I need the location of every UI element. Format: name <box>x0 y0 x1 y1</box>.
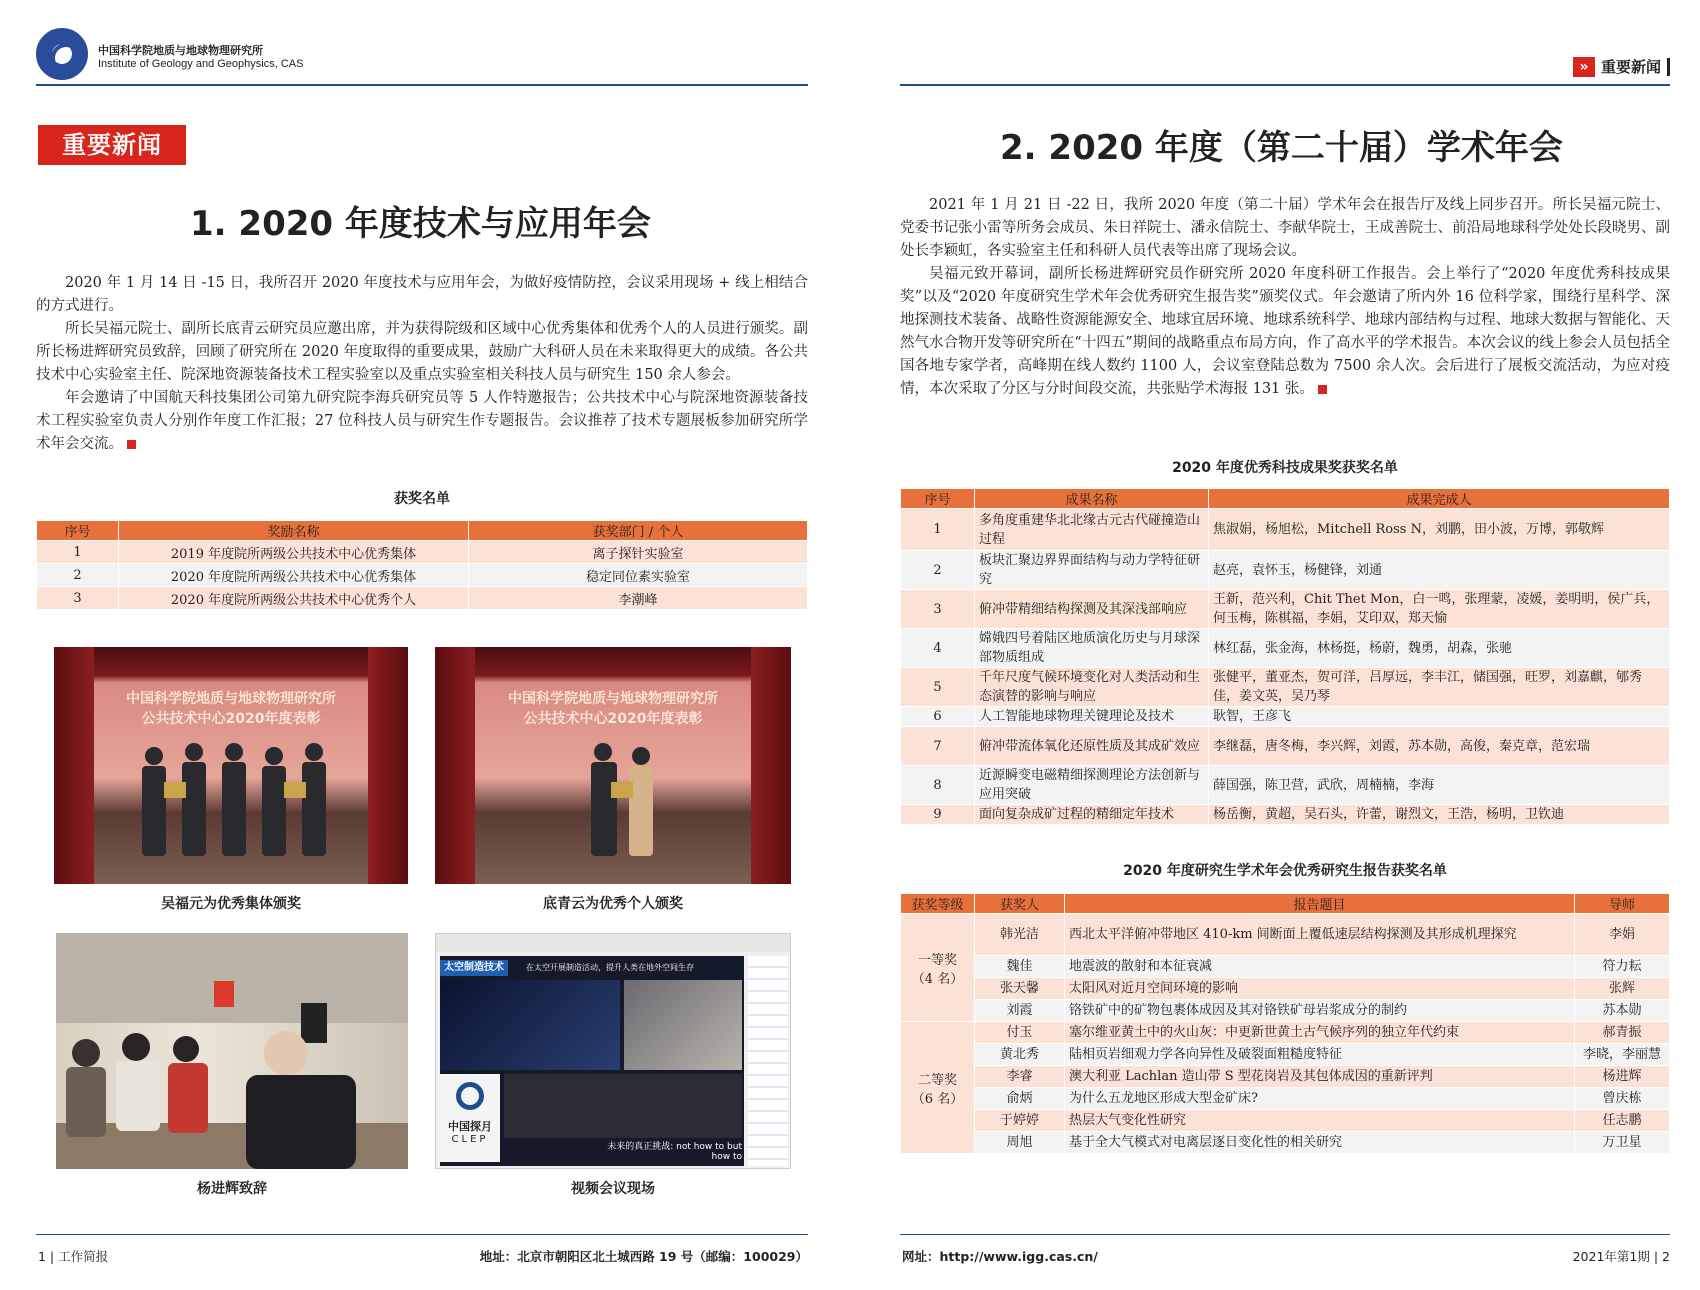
banner-text: 中国科学院地质与地球物理研究所 公共技术中心2020年度表彰 <box>508 691 718 727</box>
award-level: 一等奖 <box>917 952 957 968</box>
people-figures <box>585 742 665 862</box>
lunar-image <box>624 980 742 1070</box>
table-row <box>901 805 1670 825</box>
screen-title: 太空制造技术 <box>440 960 508 976</box>
clep-logo-en: CLEP <box>451 1134 489 1145</box>
institute-name-en: Institute of Geology and Geophysics, CAS <box>98 58 304 70</box>
stage-curtain <box>435 647 475 884</box>
footer-divider <box>900 1234 1670 1235</box>
table-cell: 嫦娥四号着陆区地质演化历史与月球深部物质组成 <box>975 629 1209 668</box>
table-cell: 塞尔维亚黄土中的火山灰：中更新世黄土古气候序列的独立年代约束 <box>1065 1022 1575 1044</box>
table-cell: 耿智，王彦飞 <box>1209 707 1670 727</box>
slide-thumbnails <box>504 1074 742 1138</box>
table-row <box>901 509 1670 551</box>
table-cell: 曾庆栋 <box>1575 1088 1670 1110</box>
table-cell: 热层大气变化性研究 <box>1065 1110 1575 1132</box>
footer-left: 1 | 工作简报 <box>38 1249 109 1264</box>
table-cell: 苏本勋 <box>1575 1000 1670 1022</box>
table-cell: 7 <box>901 727 975 766</box>
clep-logo-cn: 中国探月 <box>448 1120 492 1133</box>
stage-curtain <box>368 647 408 884</box>
table-cell: 万卫星 <box>1575 1132 1670 1154</box>
table-row <box>37 541 808 564</box>
publication-name: 工作简报 <box>58 1249 109 1264</box>
table-cell: 1 <box>901 509 975 551</box>
left-article-title: 1. 2020 年度技术与应用年会 <box>190 204 651 244</box>
column-header: 成果完成人 <box>1209 489 1670 509</box>
stage-curtain <box>54 647 94 884</box>
end-mark <box>1318 385 1327 394</box>
institute-name-cn: 中国科学院地质与地球物理研究所 <box>98 44 263 57</box>
table-cell: 李潮峰 <box>469 587 808 610</box>
table-cell: 多角度重建华北北缘古元古代碰撞造山过程 <box>975 509 1209 551</box>
clep-logo-panel <box>440 1074 500 1162</box>
award-table <box>36 520 808 610</box>
column-header: 获奖部门 / 个人 <box>469 521 808 541</box>
column-header: 导师 <box>1575 894 1670 914</box>
people-figures <box>134 742 334 862</box>
table-cell: 人工智能地球物理关键理论及技术 <box>975 707 1209 727</box>
table-row <box>901 629 1670 668</box>
table-cell: 2020 年度院所两级公共技术中心优秀个人 <box>119 587 469 610</box>
table-row <box>901 1000 1670 1022</box>
table-cell: 陆相页岩细观力学各向异性及破裂面粗糙度特征 <box>1065 1044 1575 1066</box>
table-cell: 薛国强，陈卫营，武欣，周楠楠，李海 <box>1209 766 1670 805</box>
footer-right: 2021年第1期 | 2 <box>1572 1249 1670 1264</box>
table-cell: 杨进辉 <box>1575 1066 1670 1088</box>
grad-table-caption: 2020 年度研究生学术年会优秀研究生报告获奖名单 <box>1123 863 1447 879</box>
table-row <box>901 1110 1670 1132</box>
table-cell: 面向复杂成矿过程的精细定年技术 <box>975 805 1209 825</box>
table-cell: 6 <box>901 707 975 727</box>
sci-table-body <box>901 509 1670 825</box>
window-titlebar <box>436 934 791 952</box>
table-row <box>37 564 808 587</box>
table-cell: 西北太平洋俯冲带地区 410-km 间断面上覆低速层结构探测及其形成机理探究 <box>1065 914 1575 956</box>
left-article-body <box>36 272 808 456</box>
table-cell: 稳定同位素实验室 <box>469 564 808 587</box>
table-cell: 太阳风对近月空间环境的影响 <box>1065 978 1575 1000</box>
table-row <box>901 1088 1670 1110</box>
grad-table-body <box>901 914 1670 1154</box>
table-cell: 离子探针实验室 <box>469 541 808 564</box>
table-cell: 俯冲带精细结构探测及其深浅部响应 <box>975 590 1209 629</box>
table-cell: 周旭 <box>975 1132 1065 1154</box>
cas-logo <box>36 28 88 80</box>
wall-decoration <box>214 981 234 1007</box>
paragraph: 年会邀请了中国航天科技集团公司第九研究院李海兵研究员等 5 人作特邀报告；公共技术中心与院深地资源装备技术工程实验室负责人分别作年度工作汇报；27 位科技人员与研究生作专题报告。会议推荐了技术专题展板参加研究所学术年会交流。 <box>36 390 808 452</box>
header-divider <box>900 84 1670 86</box>
photo-caption: 视频会议现场 <box>571 1181 655 1197</box>
table-cell: 2 <box>37 564 119 587</box>
table-row <box>901 1066 1670 1088</box>
people-figures <box>56 1013 408 1169</box>
stage-curtain <box>751 647 791 884</box>
table-cell: 4 <box>901 629 975 668</box>
table-cell: 3 <box>901 590 975 629</box>
slide-bottom-text: 未来的真正挑战: not how to but how to <box>607 1142 742 1162</box>
table-row <box>901 1022 1670 1044</box>
table-cell: 魏佳 <box>975 956 1065 978</box>
table-cell: 于婷婷 <box>975 1110 1065 1132</box>
table-cell: 焦淑娟，杨旭松，Mitchell Ross N，刘鹏，田小波，万博，郭敬辉 <box>1209 509 1670 551</box>
table-cell: 5 <box>901 668 975 707</box>
table-row <box>901 590 1670 629</box>
column-header: 获奖人 <box>975 894 1065 914</box>
award-photo-individual <box>435 647 791 884</box>
table-row <box>901 551 1670 590</box>
table-cell: 9 <box>901 805 975 825</box>
table-cell: 8 <box>901 766 975 805</box>
table-cell: 杨岳衡，黄超，吴石头，许蕾，谢烈文，王浩，杨明，卫钦迪 <box>1209 805 1670 825</box>
table-cell: 俯冲带流体氧化还原性质及其成矿效应 <box>975 727 1209 766</box>
award-count: （4 名） <box>911 971 964 987</box>
table-row <box>901 727 1670 766</box>
footer-divider <box>36 1234 808 1235</box>
table-cell: 近源瞬变电磁精细探测理论方法创新与应用突破 <box>975 766 1209 805</box>
paragraph: 2021 年 1 月 21 日 -22 日，我所 2020 年度（第二十届）学术年会在报告厅及线上同步召开。所长吴福元院士、党委书记张小雷等所务会成员、朱日祥院士、潘永信院士、李献华院士，王成善院士、前沿局地球科学处处长段晓男、副处长李颖虹，各实验室主任和科研人员代表等出席了现场会议。 <box>900 197 1670 259</box>
clep-logo-icon <box>456 1082 484 1110</box>
table-cell: 韩光洁 <box>975 914 1065 956</box>
table-cell: 李娟 <box>1575 914 1670 956</box>
award-level-cell <box>901 1022 975 1154</box>
table-cell: 板块汇聚边界界面结构与动力学特征研究 <box>975 551 1209 590</box>
sci-table-caption: 2020 年度优秀科技成果奖获奖名单 <box>1172 460 1398 476</box>
double-chevron-icon: » <box>1573 57 1595 77</box>
shared-screen <box>440 956 744 1166</box>
participant-list <box>748 956 788 1166</box>
table-cell: 赵亮，袁怀玉，杨健锋，刘通 <box>1209 551 1670 590</box>
column-header: 奖励名称 <box>119 521 469 541</box>
table-cell: 王新，范兴利，Chit Thet Mon，白一鸣，张理蒙，凌媛，姜明明，侯广兵，何玉梅，陈棋福，李娟，艾印双，郑天愉 <box>1209 590 1670 629</box>
table-row <box>901 707 1670 727</box>
page-number: 1 <box>38 1249 46 1264</box>
table-cell: 林红磊，张金海，林杨挺，杨蔚，魏勇，胡森，张驰 <box>1209 629 1670 668</box>
end-mark <box>127 440 136 449</box>
table-cell: 李晓，李丽慧 <box>1575 1044 1670 1066</box>
table-cell: 铬铁矿中的矿物包裹体成因及其对铬铁矿母岩浆成分的制约 <box>1065 1000 1575 1022</box>
background-wall <box>56 933 408 1023</box>
table-cell: 张天馨 <box>975 978 1065 1000</box>
award-level: 二等奖 <box>917 1072 957 1088</box>
award-level-cell <box>901 914 975 1022</box>
table-cell: 2020 年度院所两级公共技术中心优秀集体 <box>119 564 469 587</box>
section-tag <box>1573 56 1670 77</box>
table-cell: 3 <box>37 587 119 610</box>
space-image <box>440 980 620 1070</box>
table-row <box>901 1044 1670 1066</box>
section-label: 重要新闻 <box>38 125 186 165</box>
column-header: 序号 <box>37 521 119 541</box>
table-cell: 李继磊，唐冬梅，李兴辉，刘霞，苏本勋，高俊，秦克章，范宏瑞 <box>1209 727 1670 766</box>
photo-caption: 底青云为优秀个人颁奖 <box>543 896 683 912</box>
video-conference-screenshot <box>435 933 791 1169</box>
table-cell: 李睿 <box>975 1066 1065 1088</box>
table-row <box>901 668 1670 707</box>
table-cell: 1 <box>37 541 119 564</box>
right-article-body <box>900 194 1670 401</box>
right-article-title: 2. 2020 年度（第二十届）学术年会 <box>1000 128 1563 168</box>
page-number: 2 <box>1662 1249 1670 1264</box>
column-header: 序号 <box>901 489 975 509</box>
table-cell: 黄北秀 <box>975 1044 1065 1066</box>
table-cell: 千年尺度气候环境变化对人类活动和生态演替的影响与响应 <box>975 668 1209 707</box>
column-header: 成果名称 <box>975 489 1209 509</box>
table-row <box>901 766 1670 805</box>
footer-address: 地址：北京市朝阳区北土城西路 19 号（邮编：100029） <box>479 1249 808 1264</box>
table-cell: 澳大利亚 Lachlan 造山带 S 型花岗岩及其包体成因的重新评判 <box>1065 1066 1575 1088</box>
table-cell: 2 <box>901 551 975 590</box>
table-cell: 符力耘 <box>1575 956 1670 978</box>
table-cell: 俞炳 <box>975 1088 1065 1110</box>
photo-caption: 吴福元为优秀集体颁奖 <box>161 896 301 912</box>
table-row <box>901 956 1670 978</box>
award-photo-collective <box>54 647 408 884</box>
column-header: 获奖等级 <box>901 894 975 914</box>
paragraph: 2020 年 1 月 14 日 -15 日，我所召开 2020 年度技术与应用年会，为做好疫情防控，会议采用现场 + 线上相结合的方式进行。 <box>36 275 808 314</box>
header-divider <box>36 84 808 86</box>
speech-photo <box>56 933 408 1169</box>
screen-subtitle: 在太空开展制造活动，提升人类在地外空间生存 <box>526 963 694 972</box>
section-tag-label: 重要新闻 <box>1600 58 1661 76</box>
table-cell: 基于全大气模式对电离层逐日变化性的相关研究 <box>1065 1132 1575 1154</box>
column-header: 报告题目 <box>1065 894 1575 914</box>
table-row <box>901 914 1670 956</box>
table-cell: 郝青振 <box>1575 1022 1670 1044</box>
sci-award-table <box>900 488 1670 825</box>
table-row <box>901 978 1670 1000</box>
table-cell: 2019 年度院所两级公共技术中心优秀集体 <box>119 541 469 564</box>
table-cell: 为什么五龙地区形成大型金矿床? <box>1065 1088 1575 1110</box>
table-cell: 张健平，董亚杰，贺可洋，吕厚远，李丰江，储国强，旺罗，刘嘉麒，郇秀佳，姜文英，吴乃琴 <box>1209 668 1670 707</box>
table-cell: 任志鹏 <box>1575 1110 1670 1132</box>
paragraph: 所长吴福元院士、副所长底青云研究员应邀出席，并为获得院级和区域中心优秀集体和优秀个人的人员进行颁奖。副所长杨进辉研究员致辞，回顾了研究所在 2020 年度取得的重要成果，鼓励广大科研人员在未来取得更大的成绩。各公共技术中心实验室主任、院深地资源装备技术工程实验室以及重点实验室相关科技人员与研究生 150 余人参会。 <box>36 321 808 383</box>
paragraph: 吴福元致开幕词，副所长杨进辉研究员作研究所 2020 年度科研工作报告。会上举行了“2020 年度优秀科技成果奖”以及“2020 年度研究生学术年会优秀研究生报告奖”颁奖仪式。年会邀请了所内外 16 位科学家，围绕行星科学、深地探测技术装备、战略性资源能源安全、地球宜居环境、地球系统科学、地球内部结构与过程、地球大数据与智能化、天然气水合物开发等研究所在“十四五”期间的战略重点布局方向，作了高水平的学术报告。本次会议的线上参会人员包括全国各地专家学者，高峰期在线人数约 1100 人，会议室登陆总数为 7500 余人次。会后进行了展板交流活动，为应对疫情，本次采取了分区与分时间段交流，共张贴学术海报 131 张。 <box>900 266 1670 397</box>
table-row <box>37 587 808 610</box>
table-cell: 张辉 <box>1575 978 1670 1000</box>
table-cell: 付玉 <box>975 1022 1065 1044</box>
table-cell: 刘霞 <box>975 1000 1065 1022</box>
footer-url: 网址：http://www.igg.cas.cn/ <box>902 1249 1098 1264</box>
award-table-caption: 获奖名单 <box>394 491 450 507</box>
banner-text: 中国科学院地质与地球物理研究所 公共技术中心2020年度表彰 <box>126 691 336 727</box>
table-cell: 地震波的散射和本征衰减 <box>1065 956 1575 978</box>
right-page <box>850 0 1700 1290</box>
section-tag-bar <box>1667 58 1670 76</box>
issue-label: 2021年第1期 <box>1572 1249 1650 1264</box>
award-count: （6 名） <box>911 1091 964 1107</box>
table-row <box>901 1132 1670 1154</box>
photo-caption: 杨进辉致辞 <box>197 1181 267 1197</box>
grad-award-table <box>900 893 1670 1154</box>
